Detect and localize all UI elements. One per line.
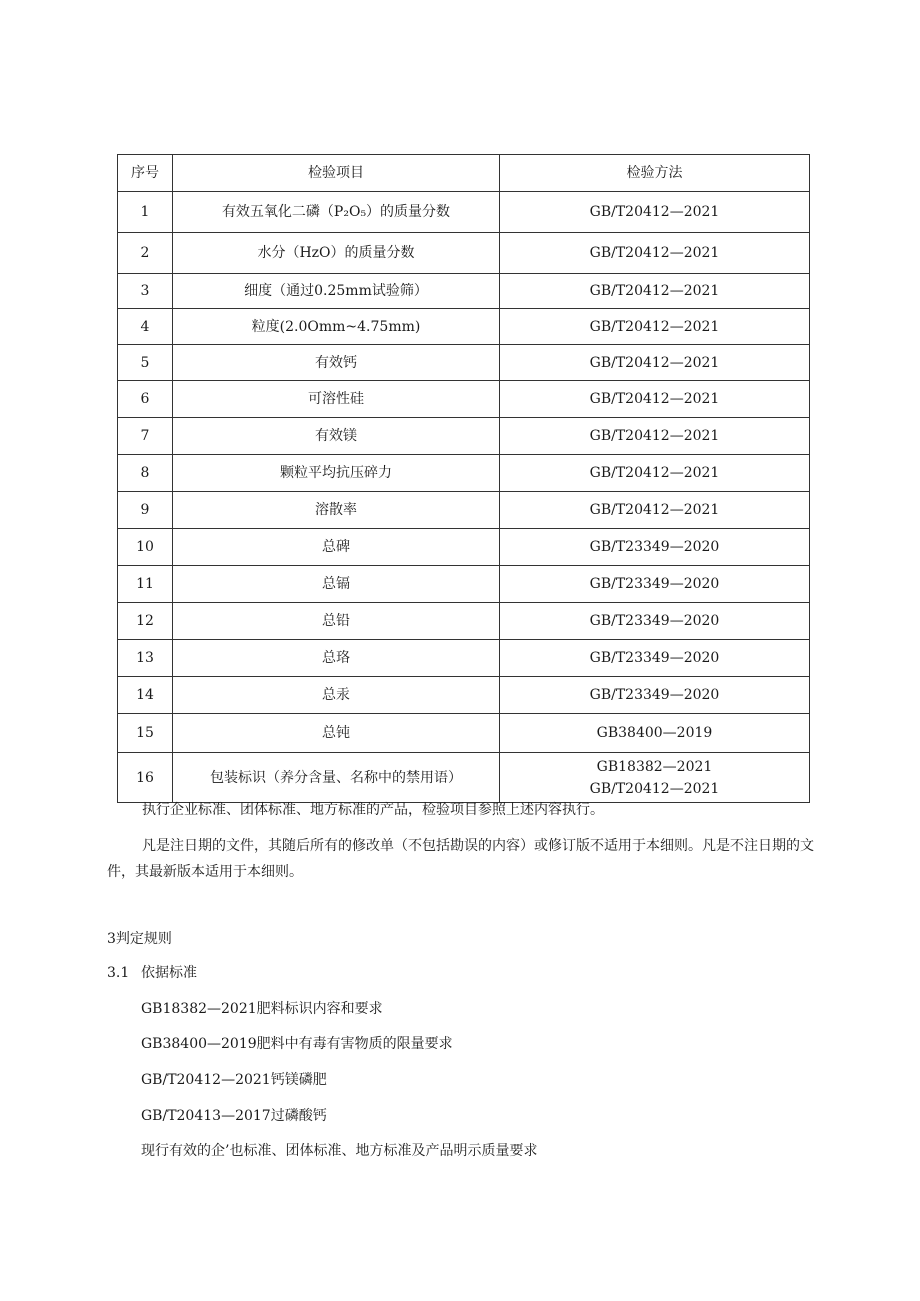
header-method: 检验方法	[500, 155, 810, 192]
row-item: 总碑	[173, 529, 500, 566]
table-row	[118, 753, 810, 803]
standard-item: GB/T20413—2017过磷酸钙	[141, 1108, 327, 1124]
row-item: 总铅	[173, 603, 500, 640]
row-method: GB/T20412—2021	[500, 492, 810, 529]
row-method: GB/T20412—2021	[500, 455, 810, 492]
table-row	[118, 603, 810, 640]
table-row	[118, 309, 810, 345]
row-no: 2	[118, 233, 173, 274]
row-no: 7	[118, 418, 173, 455]
row-item: 总镉	[173, 566, 500, 603]
row-item: 细度（通过0.25mm试验筛）	[173, 274, 500, 309]
subsection-title: 依据标准	[141, 965, 197, 981]
table-row	[118, 640, 810, 677]
row-method: GB/T23349—2020	[500, 677, 810, 714]
subsection-number: 3.1	[107, 965, 130, 981]
table-row	[118, 566, 810, 603]
row-item: 总珞	[173, 640, 500, 677]
row-method: GB/T23349—2020	[500, 603, 810, 640]
row-method-line: GB/T20412—2021	[589, 780, 720, 797]
table-row	[118, 529, 810, 566]
row-method: GB/T20412—2021	[500, 309, 810, 345]
row-method: GB/T23349—2020	[500, 566, 810, 603]
row-item: 总钝	[173, 714, 500, 753]
table-row	[118, 455, 810, 492]
row-no: 12	[118, 603, 173, 640]
row-no: 5	[118, 345, 173, 381]
header-no: 序号	[118, 155, 173, 192]
row-no: 4	[118, 309, 173, 345]
section-heading: 3判定规则	[107, 931, 172, 947]
table-row	[118, 274, 810, 309]
inspection-table	[117, 154, 810, 803]
row-no: 1	[118, 192, 173, 233]
row-no: 13	[118, 640, 173, 677]
row-method: GB/T23349—2020	[500, 640, 810, 677]
row-method: GB/T20412—2021	[500, 233, 810, 274]
row-no: 9	[118, 492, 173, 529]
header-item: 检验项目	[173, 155, 500, 192]
table-row	[118, 677, 810, 714]
row-item: 包装标识（养分含量、名称中的禁用语）	[173, 753, 500, 803]
row-no: 3	[118, 274, 173, 309]
row-no: 14	[118, 677, 173, 714]
table-row	[118, 345, 810, 381]
row-method-line: GB18382—2021	[596, 758, 713, 775]
row-item: 有效镁	[173, 418, 500, 455]
row-no: 10	[118, 529, 173, 566]
row-item: 可溶性硅	[173, 381, 500, 418]
row-no: 6	[118, 381, 173, 418]
paragraph-scope-note: 执行企业标准、团体标准、地方标准的产品，检验项目参照上述内容执行。	[142, 802, 604, 818]
row-item: 粒度(2.0Omm~4.75mm)	[173, 309, 500, 345]
row-method: GB/T20412—2021	[500, 418, 810, 455]
table-row	[118, 492, 810, 529]
row-item: 有效五氧化二磷（P₂O₅）的质量分数	[173, 192, 500, 233]
row-method: GB38400—2019	[500, 714, 810, 753]
row-no: 16	[118, 753, 173, 803]
row-method: GB/T20412—2021	[500, 192, 810, 233]
standard-item: GB38400—2019肥料中有毒有害物质的限量要求	[141, 1036, 453, 1052]
standard-item: GB18382—2021肥料标识内容和要求	[141, 1001, 383, 1017]
table-row	[118, 714, 810, 753]
table-header-row	[118, 155, 810, 192]
row-method: GB/T20412—2021	[500, 381, 810, 418]
standard-item: 现行有效的企’也标准、团体标准、地方标准及产品明示质量要求	[141, 1143, 538, 1159]
row-item: 溶散率	[173, 492, 500, 529]
table-row	[118, 381, 810, 418]
row-item: 颗粒平均抗压碎力	[173, 455, 500, 492]
standard-item: GB/T20412—2021钙镁磷肥	[141, 1072, 327, 1088]
table-row	[118, 233, 810, 274]
row-item: 总汞	[173, 677, 500, 714]
table-row	[118, 192, 810, 233]
row-item: 有效钙	[173, 345, 500, 381]
row-no: 15	[118, 714, 173, 753]
row-method: GB/T20412—2021	[500, 345, 810, 381]
table-row	[118, 418, 810, 455]
paragraph-dated-references: 凡是注日期的文件，其随后所有的修改单（不包括勘误的内容）或修订版不适用于本细则。凡是不注日期的文件，其最新版本适用于本细则。	[107, 838, 814, 880]
row-no: 11	[118, 566, 173, 603]
row-method	[500, 753, 810, 803]
row-method: GB/T20412—2021	[500, 274, 810, 309]
row-method: GB/T23349—2020	[500, 529, 810, 566]
row-item: 水分（HzO）的质量分数	[173, 233, 500, 274]
row-no: 8	[118, 455, 173, 492]
